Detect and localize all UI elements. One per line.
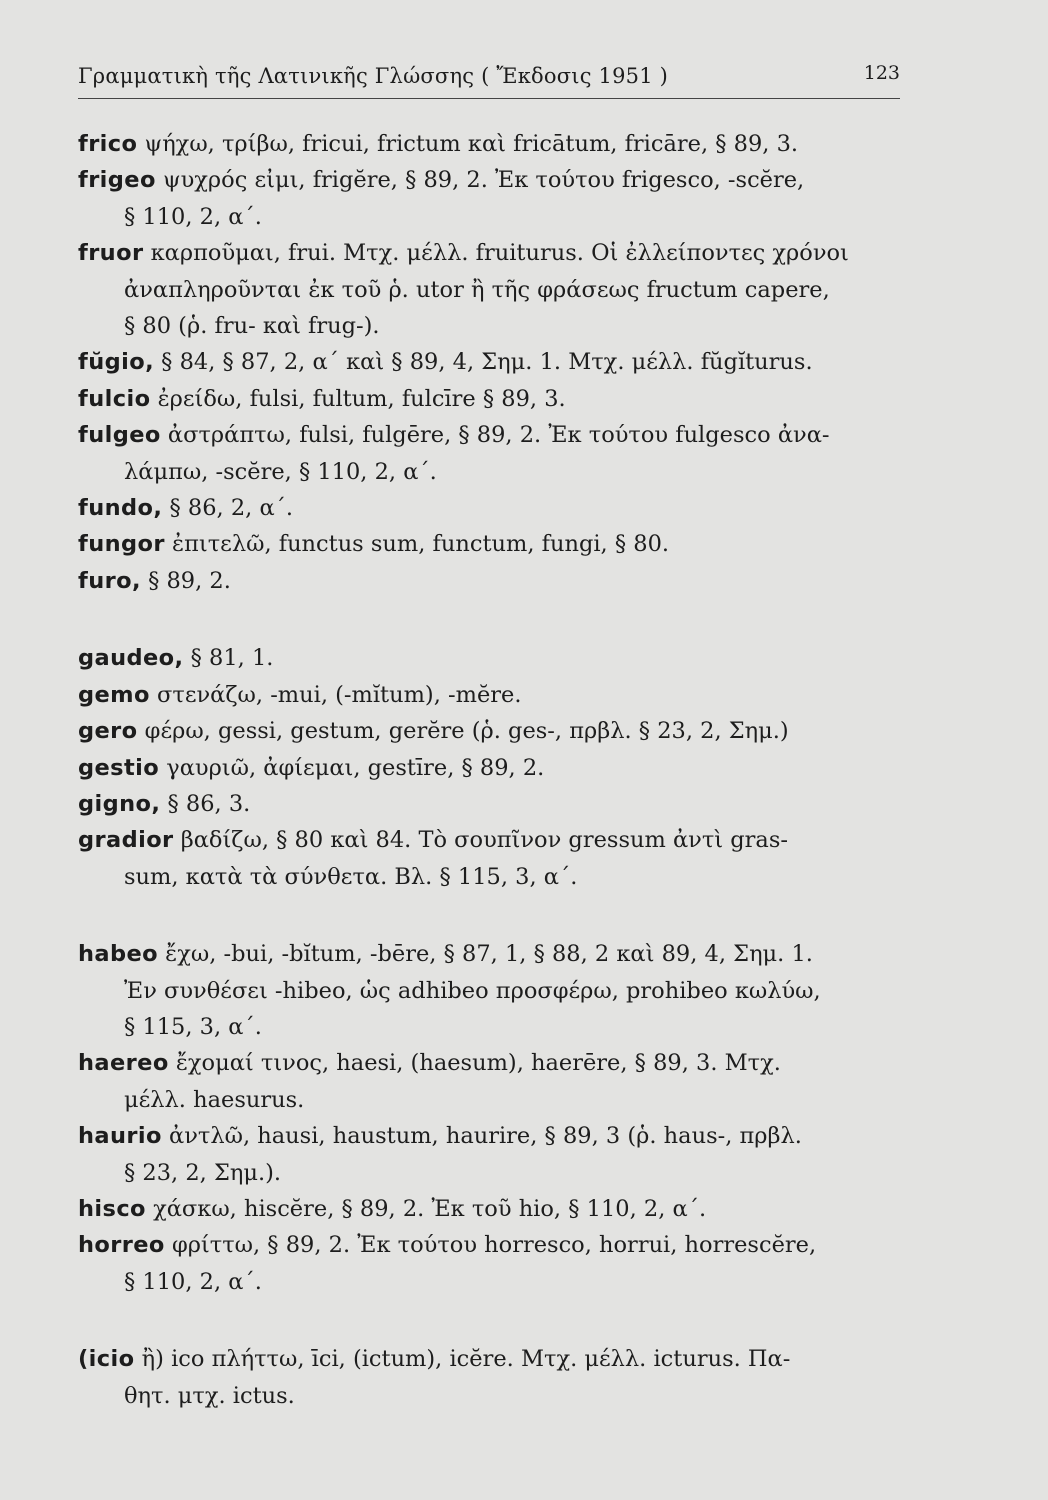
entry-headword: frigeo	[78, 167, 156, 194]
entry-continuation-line	[78, 272, 908, 308]
entry-text: ἀναπληροῦνται ἐκ τοῦ ῥ. utor ἢ τῆς φράσεως fructum capere,	[124, 276, 830, 303]
entry-headword: (icio	[78, 1346, 135, 1373]
entry-list	[78, 126, 908, 1455]
page-number: 123	[863, 62, 900, 84]
entry-headword: gradior	[78, 827, 174, 854]
entry-headword: gero	[78, 718, 138, 745]
entry-first-line	[78, 1045, 908, 1081]
entry-text: ἐπιτελῶ, functus sum, functum, fungi, § 80.	[164, 531, 670, 558]
entry-first-line	[78, 677, 908, 713]
entry-headword: haereo	[78, 1050, 169, 1077]
entry-first-line	[78, 344, 908, 380]
entry-first-line	[78, 417, 908, 453]
running-header	[78, 62, 900, 99]
entry-first-line	[78, 490, 908, 526]
entry-text: sum, κατὰ τὰ σύνθετα. Βλ. § 115, 3, α΄.	[124, 863, 578, 890]
dictionary-entry	[78, 235, 908, 344]
entry-text: § 86, 2, α΄.	[162, 495, 294, 522]
entry-text: βαδίζω, § 80 καὶ 84. Τὸ σουπῖνον gressum ἀντὶ gras-	[173, 827, 788, 854]
entry-text: § 110, 2, α΄.	[124, 1268, 262, 1295]
entry-first-line	[78, 235, 908, 271]
entry-first-line	[78, 936, 908, 972]
entry-text: ἔχω, -bui, -bĭtum, -bēre, § 87, 1, § 88, 2 καὶ 89, 4, Σημ. 1.	[158, 941, 813, 968]
dictionary-entry	[78, 822, 908, 895]
entry-text: § 89, 2.	[140, 567, 231, 594]
entry-text: ἀστράπτω, fulsi, fulgēre, § 89, 2. Ἐκ τούτου fulgesco ἀνα-	[160, 422, 830, 449]
entry-headword: gestio	[78, 754, 160, 781]
entry-first-line	[78, 526, 908, 562]
entry-headword: haurio	[78, 1123, 162, 1150]
entry-continuation-line	[78, 1264, 908, 1300]
entry-text: θητ. μτχ. ictus.	[124, 1382, 295, 1409]
entry-text: στενάζω, -mui, (-mĭtum), -mĕre.	[149, 681, 522, 708]
letter-group-f	[78, 126, 908, 599]
dictionary-entry	[78, 162, 908, 235]
entry-headword: furo,	[78, 567, 141, 594]
entry-continuation-line	[78, 454, 908, 490]
entry-continuation-line	[78, 1378, 908, 1414]
entry-continuation-line	[78, 973, 908, 1009]
entry-text: § 110, 2, α΄.	[124, 203, 262, 230]
dictionary-entry	[78, 344, 908, 380]
dictionary-entry	[78, 1227, 908, 1300]
entry-text: § 84, § 87, 2, α΄ καὶ § 89, 4, Σημ. 1. Μτχ. μέλλ. fŭgĭturus.	[154, 349, 813, 376]
entry-headword: hisco	[78, 1195, 146, 1222]
entry-text: ἔχομαί τινος, haesi, (haesum), haerēre, § 89, 3. Μτχ.	[168, 1050, 781, 1077]
entry-text: φρίττω, § 89, 2. Ἐκ τούτου horresco, horrui, horrescĕre,	[164, 1232, 817, 1259]
entry-headword: fŭgio,	[78, 349, 155, 376]
dictionary-entry	[78, 490, 908, 526]
entry-headword: gigno,	[78, 790, 161, 817]
entry-first-line	[78, 126, 908, 162]
entry-headword: fundo,	[78, 495, 163, 522]
entry-first-line	[78, 1118, 908, 1154]
entry-first-line	[78, 1227, 908, 1263]
entry-continuation-line	[78, 859, 908, 895]
entry-first-line	[78, 563, 908, 599]
entry-continuation-line	[78, 1082, 908, 1118]
letter-group-i	[78, 1341, 908, 1414]
entry-first-line	[78, 162, 908, 198]
entry-text: ἢ) ico πλήττω, īci, (ictum), icĕre. Μτχ. μέλλ. icturus. Πα-	[134, 1346, 791, 1373]
entry-first-line	[78, 713, 908, 749]
entry-headword: frico	[78, 131, 138, 157]
entry-text: ψήχω, τρίβω, fricui, frictum καὶ fricātum, fricāre, § 89, 3.	[137, 131, 799, 157]
entry-first-line	[78, 640, 908, 676]
entry-text: Ἐν συνθέσει -hibeo, ὡς adhibeo προσφέρω, prohibeo κωλύω,	[124, 977, 821, 1004]
entry-text: ἀντλῶ, hausi, haustum, haurire, § 89, 3 (ῥ. haus-, πρβλ.	[161, 1123, 802, 1150]
entry-headword: gemo	[78, 681, 150, 708]
dictionary-entry	[78, 713, 908, 749]
dictionary-entry	[78, 526, 908, 562]
dictionary-entry	[78, 126, 908, 162]
entry-text: ἐρείδω, fulsi, fultum, fulcīre § 89, 3.	[150, 385, 566, 412]
dictionary-entry	[78, 677, 908, 713]
entry-first-line	[78, 1341, 908, 1377]
entry-text: φέρω, gessi, gestum, gerĕre (ῥ. ges-, πρβλ. § 23, 2, Σημ.)	[137, 718, 789, 745]
entry-text: λάμπω, -scĕre, § 110, 2, α΄.	[124, 458, 437, 485]
entry-text: § 86, 3.	[160, 790, 251, 817]
entry-continuation-line	[78, 308, 908, 344]
dictionary-entry	[78, 1341, 908, 1414]
entry-headword: fungor	[78, 531, 165, 558]
entry-continuation-line	[78, 199, 908, 235]
letter-group-g	[78, 640, 908, 895]
entry-text: § 23, 2, Σημ.).	[124, 1159, 282, 1186]
entry-text: § 115, 3, α΄.	[124, 1013, 262, 1040]
dictionary-entry	[78, 417, 908, 490]
dictionary-entry	[78, 936, 908, 1045]
dictionary-entry	[78, 1118, 908, 1191]
entry-continuation-line	[78, 1155, 908, 1191]
entry-headword: gaudeo,	[78, 645, 184, 672]
entry-headword: habeo	[78, 941, 159, 968]
entry-first-line	[78, 1191, 908, 1227]
entry-text: γαυριῶ, ἀφίεμαι, gestīre, § 89, 2.	[159, 754, 545, 781]
entry-first-line	[78, 750, 908, 786]
letter-group-h	[78, 936, 908, 1300]
entry-text: καρποῦμαι, frui. Μτχ. μέλλ. fruiturus. Οἱ ἐλλείποντες χρόνοι	[143, 240, 849, 267]
entry-first-line	[78, 822, 908, 858]
dictionary-entry	[78, 1045, 908, 1118]
entry-text: § 81, 1.	[183, 645, 274, 672]
dictionary-entry	[78, 563, 908, 599]
entry-text: ψυχρός εἰμι, frigĕre, § 89, 2. Ἐκ τούτου frigesco, -scĕre,	[155, 167, 805, 194]
entry-first-line	[78, 381, 908, 417]
dictionary-entry	[78, 786, 908, 822]
entry-text: § 80 (ῥ. fru- καὶ frug-).	[124, 313, 380, 340]
dictionary-entry	[78, 640, 908, 676]
entry-headword: fruor	[78, 240, 144, 267]
entry-headword: horreo	[78, 1232, 165, 1259]
entry-headword: fulcio	[78, 385, 151, 412]
dictionary-entry	[78, 750, 908, 786]
entry-text: μέλλ. haesurus.	[124, 1086, 305, 1113]
entry-headword: fulgeo	[78, 422, 161, 449]
dictionary-entry	[78, 381, 908, 417]
entry-text: χάσκω, hiscĕre, § 89, 2. Ἐκ τοῦ hio, § 110, 2, α΄.	[145, 1195, 707, 1222]
header-title: Γραμματικὴ τῆς Λατινικῆς Γλώσσης ( Ἔκδοσις 1951 )	[78, 64, 669, 88]
entry-continuation-line	[78, 1009, 908, 1045]
entry-first-line	[78, 786, 908, 822]
dictionary-entry	[78, 1191, 908, 1227]
